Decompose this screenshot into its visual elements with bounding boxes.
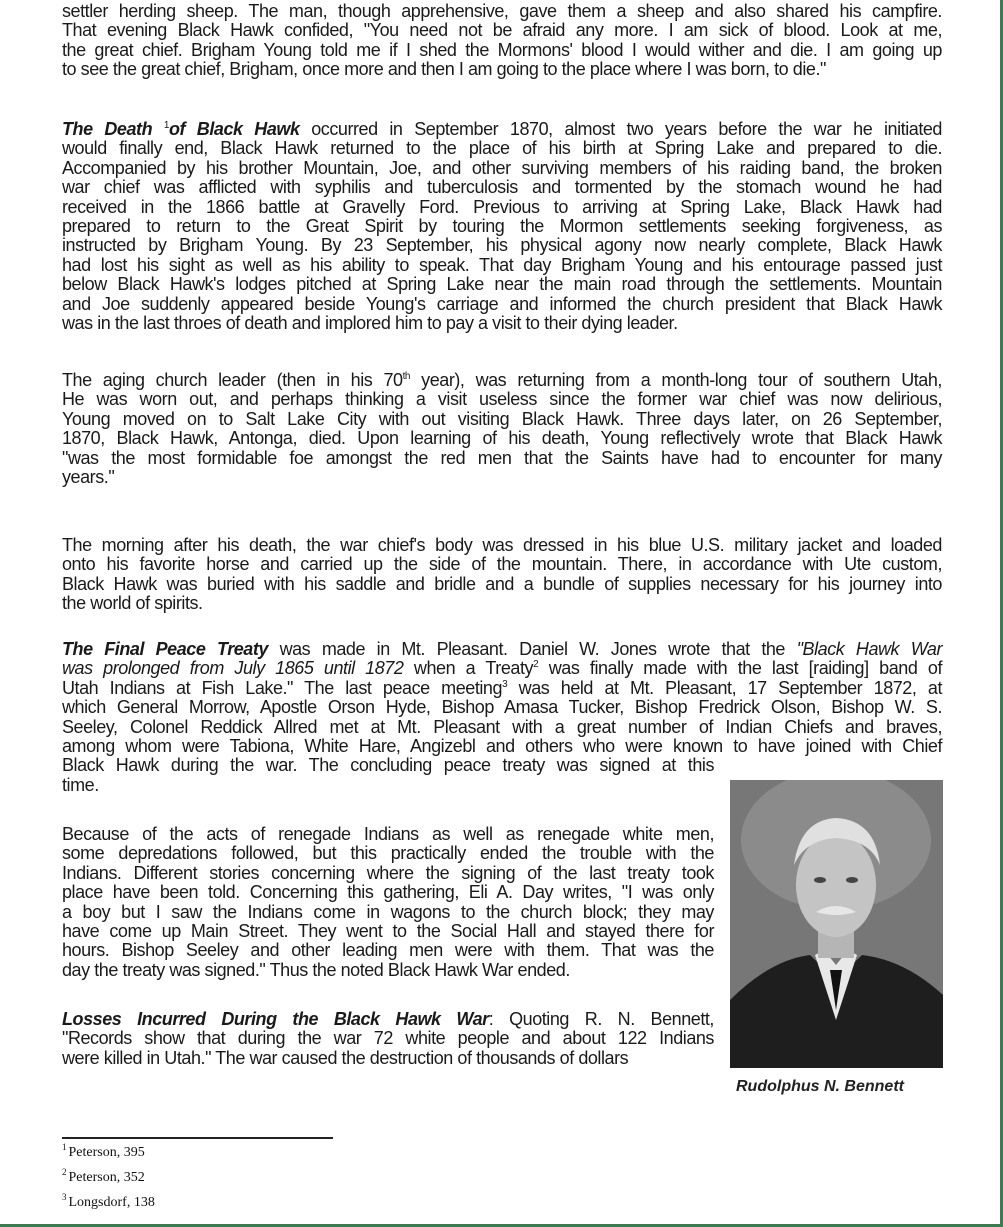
portrait-image-icon <box>730 780 943 1068</box>
superscript: th <box>402 371 411 382</box>
footnote-text: Peterson, 395 <box>68 1145 145 1160</box>
section-heading: of Black Hawk <box>168 119 300 139</box>
text-run: settler herding sheep. The man, though apprehensive, gave them a sheep and also shared his campfire. <box>62 1 942 21</box>
text-run: among whom were Tabiona, White Hare, Angizebl and others who were known to have joined with Chief <box>62 735 942 756</box>
paragraph-final-peace-treaty <box>62 640 942 795</box>
text-line <box>62 640 942 659</box>
text-run: day the treaty was signed." Thus the noted Black Hawk War ended. <box>62 959 570 980</box>
text-line <box>62 60 942 79</box>
text-line <box>62 575 942 594</box>
text-run: had lost his sight as well as his ability to speak. That day Brigham Young and his entourage passed just <box>62 254 942 275</box>
text-run: received in the 1866 battle at Gravelly Ford. Previous to arriving at Spring Lake, Black Hawk had <box>62 196 942 217</box>
text-run: Indians. Different stories concerning where the signing of the last treaty took <box>62 862 714 883</box>
text-run: Young moved on to Salt Lake City with out visiting Black Hawk. Three days later, on 26 September, <box>62 408 942 429</box>
text-run: to see the great chief, Brigham, once more and then I am going to the place where I was born, to die." <box>62 59 826 80</box>
text-line <box>62 139 942 158</box>
text-run: and Joe suddenly appeared beside Young's carriage and informed the church president that Black Hawk <box>62 293 942 314</box>
text-line <box>62 1010 714 1029</box>
text-line <box>62 844 714 863</box>
text-run: the world of spirits. <box>62 593 203 614</box>
text-line <box>62 314 942 333</box>
text-run: The morning after his death, the war chief's body was dressed in his blue U.S. military jacket and loaded <box>62 535 942 555</box>
text-line <box>62 120 942 139</box>
text-run: was in the last throes of death and implored him to pay a visit to their dying leader. <box>62 312 678 333</box>
paragraph-renegades <box>62 825 714 980</box>
text-run: instructed by Brigham Young. By 23 September, his physical agony now nearly complete, Black Hawk <box>62 235 942 256</box>
text-run: Accompanied by his brother Mountain, Joe, and other surviving members of his raiding band, the broken <box>62 157 942 178</box>
text-line <box>62 21 942 40</box>
text-line <box>62 410 942 429</box>
text-run: prepared to return to the Great Spirit by touring the Mormon settlements seeking forgiveness, as <box>62 215 942 236</box>
text-line <box>62 718 942 737</box>
text-run: : Quoting R. N. Bennett, <box>488 1009 714 1029</box>
paragraph-losses <box>62 1010 714 1068</box>
text-run: Utah Indians at Fish Lake." The last peace meeting <box>62 677 503 698</box>
text-line <box>62 903 714 922</box>
text-run: which General Morrow, Apostle Orson Hyde, Bishop Amasa Tucker, Bishop Fredrick Olson, Bishop W. S. <box>62 697 942 718</box>
paragraph-death-of-black-hawk <box>62 120 942 333</box>
photo-caption: Rudolphus N. Bennett <box>736 1078 904 1095</box>
text-line <box>62 178 942 197</box>
text-run: Black Hawk during the war. The concluding peace treaty was signed at this <box>62 755 714 776</box>
text-line <box>62 2 942 21</box>
text-line <box>62 776 714 795</box>
paragraph-aging-church-leader <box>62 371 942 487</box>
paragraph-intro <box>62 2 942 80</box>
text-run: year), was returning from a month-long tour of southern Utah, <box>410 370 942 390</box>
text-line <box>62 371 942 390</box>
text-line <box>62 555 942 574</box>
text-line <box>62 236 942 255</box>
text-run: onto his favorite horse and carried up the side of the mountain. There, in accordance with Ute custom, <box>62 554 942 575</box>
text-line <box>62 941 714 960</box>
text-line <box>62 659 942 678</box>
text-line <box>62 1049 714 1068</box>
footnote-number: 1 <box>62 1142 67 1152</box>
text-run: Because of the acts of renegade Indians as well as renegade white men, <box>62 824 714 844</box>
text-run: He was worn out, and perhaps thinking a visit useless since the former war chief was now delirious, <box>62 389 942 410</box>
portrait-photo <box>730 780 943 1068</box>
text-line <box>62 1029 714 1048</box>
text-run: was held at Mt. Pleasant, 17 September 1872, at <box>507 677 942 698</box>
text-line <box>62 159 942 178</box>
text-line <box>62 449 942 468</box>
text-run: Black Hawk was buried with his saddle and bridle and a bundle of supplies necessary for his journey into <box>62 573 942 594</box>
text-line <box>62 961 714 980</box>
text-run: 1870, Black Hawk, Antonga, died. Upon learning of his death, Young reflectively wrote that Black Hawk <box>62 428 942 449</box>
text-line <box>62 468 942 487</box>
text-run: a boy but I saw the Indians come in wagons to the church block; they may <box>62 901 714 922</box>
text-line <box>62 536 942 555</box>
superscript: 1 <box>163 120 169 131</box>
text-line <box>62 198 942 217</box>
footnote-divider <box>62 1137 333 1139</box>
text-line <box>62 217 942 236</box>
footnote-text: Longsdorf, 138 <box>68 1195 155 1210</box>
text-run: would finally end, Black Hawk returned to the place of his birth at Spring Lake and prepared to die. <box>62 138 942 159</box>
section-heading: Losses Incurred During the Black Hawk War <box>62 1009 489 1029</box>
footnote-text: Peterson, 352 <box>68 1170 145 1185</box>
text-run: the great chief. Brigham Young told me if I shed the Mormons' blood I would wither and die. I am going up <box>62 39 942 60</box>
footnote <box>62 1192 155 1211</box>
text-run: was made in Mt. Pleasant. Daniel W. Jones wrote that the <box>267 639 797 659</box>
text-run: "was the most formidable foe amongst the red men that the Saints have had to encounter for many <box>62 447 942 468</box>
text-line <box>62 429 942 448</box>
text-run: The aging church leader (then in his 70 <box>62 370 403 390</box>
text-line <box>62 679 942 698</box>
text-run: time. <box>62 774 99 795</box>
text-run: below Black Hawk's lodges pitched at Spring Lake near the main road through the settlements. Mountain <box>62 274 942 295</box>
text-line <box>62 275 942 294</box>
text-line <box>62 41 942 60</box>
text-run: years." <box>62 466 115 487</box>
text-run: have come up Main Street. They went to the Social Hall and stayed there for <box>62 920 714 941</box>
text-run: was finally made with the last [raiding] band of <box>538 658 943 679</box>
footnote-number: 2 <box>62 1167 67 1177</box>
text-line <box>62 295 942 314</box>
superscript: 2 <box>533 659 539 671</box>
section-heading: The Death <box>62 119 164 139</box>
text-run: "Black Hawk War <box>796 639 943 659</box>
text-line <box>62 922 714 941</box>
text-run: were killed in Utah." The war caused the destruction of thousands of dollars <box>62 1047 629 1068</box>
text-line <box>62 390 942 409</box>
text-run: That evening Black Hawk confided, "You need not be afraid any more. I am sick of blood. Look at me, <box>62 20 942 41</box>
text-line <box>62 864 714 883</box>
text-line <box>62 756 714 775</box>
section-heading: The Final Peace Treaty <box>62 639 268 659</box>
text-run: war chief was afflicted with syphilis and tuberculosis and tormented by the stomach wound he had <box>62 177 942 198</box>
text-run: when a Treaty <box>403 658 534 679</box>
text-line <box>62 698 942 717</box>
text-line <box>62 825 714 844</box>
text-run: "Records show that during the war 72 white people and about 122 Indians <box>62 1028 714 1049</box>
text-run: some depredations followed, but this practically ended the trouble with the <box>62 843 714 864</box>
superscript: 3 <box>502 678 508 690</box>
footnote <box>62 1142 145 1161</box>
text-line <box>62 256 942 275</box>
text-run: occurred in September 1870, almost two years before the war he initiated <box>299 119 942 139</box>
footnote-number: 3 <box>62 1192 67 1202</box>
text-line <box>62 883 714 902</box>
paragraph-burial <box>62 536 942 614</box>
text-run: was prolonged from July 1865 until 1872 <box>62 658 404 679</box>
text-run: Seeley, Colonel Reddick Allred met at Mt. Pleasant with a great number of Indian Chiefs and braves, <box>62 716 942 737</box>
footnote <box>62 1167 145 1186</box>
text-run: hours. Bishop Seeley and other leading men were with them. That was the <box>62 940 714 961</box>
text-run: place have been told. Concerning this gathering, Eli A. Day writes, "I was only <box>62 882 714 903</box>
text-line <box>62 737 942 756</box>
text-line <box>62 594 942 613</box>
